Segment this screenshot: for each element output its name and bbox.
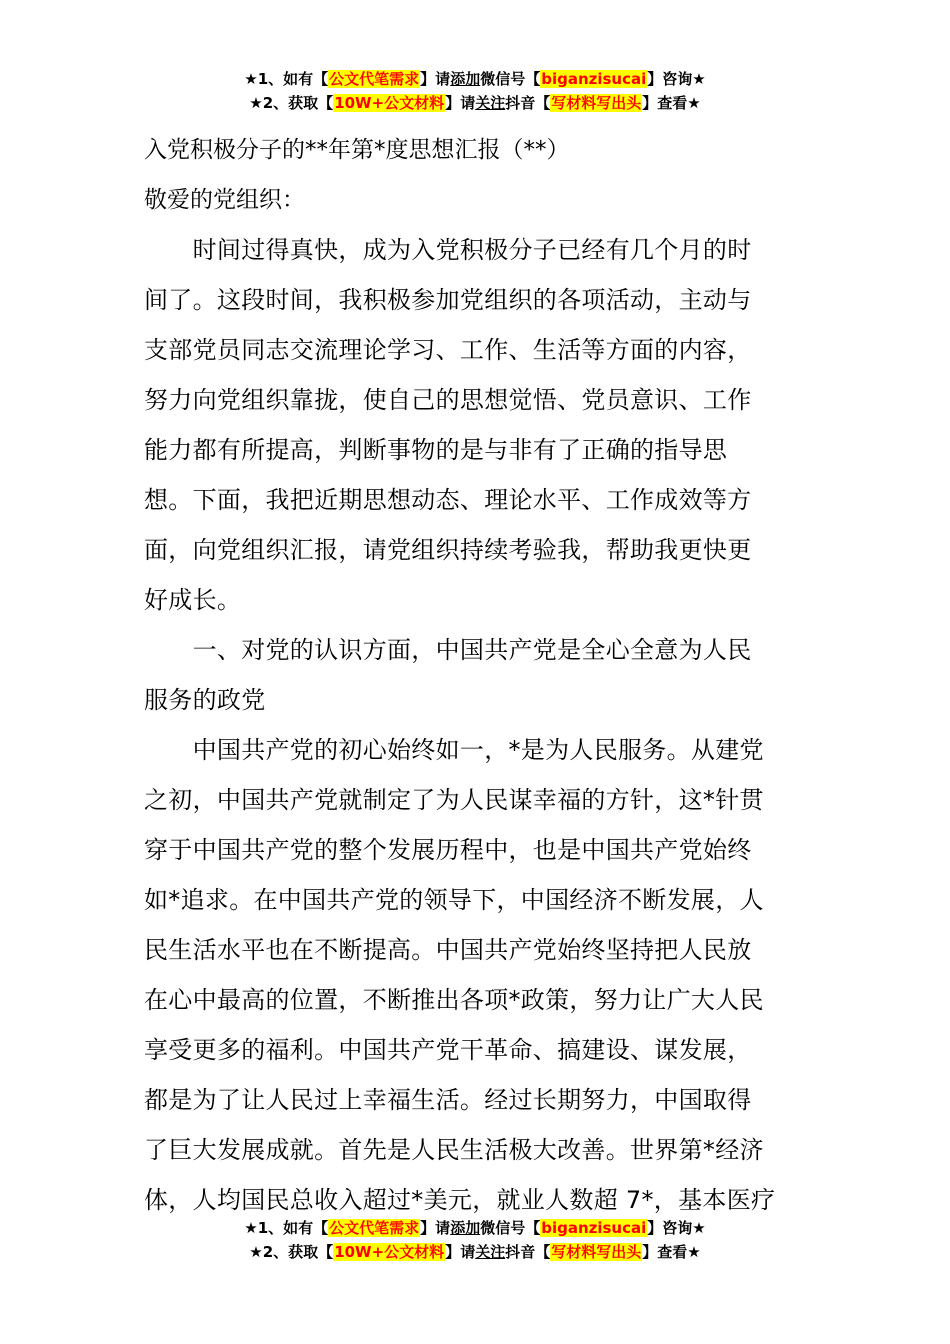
banner-text: 】查看★ xyxy=(642,94,701,112)
text-line: 都是为了让人民过上幸福生活。经过长期努力，中国取得 xyxy=(144,1086,752,1114)
banner-line-1 xyxy=(0,67,950,91)
underlined-text: 关注 xyxy=(475,94,506,112)
document-body xyxy=(144,125,810,1225)
banner-text: 】请 xyxy=(445,1243,476,1261)
highlight-text: 10W+公文材料 xyxy=(334,1243,445,1261)
banner-text: 】请 xyxy=(445,94,476,112)
underlined-text: 添加 xyxy=(450,70,481,88)
banner-text: ★1、如有【 xyxy=(244,70,329,88)
highlight-text: 10W+公文材料 xyxy=(334,94,445,112)
header-banner xyxy=(0,67,950,115)
banner-text: 抖音【 xyxy=(505,1243,551,1261)
douyin-highlight: 写材料写出头 xyxy=(551,1243,642,1261)
section-heading: 一、对党的认识方面，中国共产党是全心全意为人民 xyxy=(144,636,752,664)
banner-text: ★2、获取【 xyxy=(249,1243,334,1261)
section-heading: 服务的政党 xyxy=(144,686,266,714)
text-line: 努力向党组织靠拢，使自己的思想觉悟、党员意识、工作 xyxy=(144,386,752,414)
text-line: 在心中最高的位置，不断推出各项*政策，努力让广大人民 xyxy=(144,986,764,1014)
highlight-text: 公文代笔需求 xyxy=(329,70,420,88)
highlight-text: 公文代笔需求 xyxy=(329,1219,420,1237)
banner-text: 微信号【 xyxy=(480,1219,541,1237)
banner-text: 微信号【 xyxy=(480,70,541,88)
text-line: 体，人均国民总收入超过*美元，就业人数超 7*，基本医疗 xyxy=(144,1186,776,1214)
wechat-id-highlight: biganzisucai xyxy=(541,1219,647,1237)
douyin-highlight: 写材料写出头 xyxy=(551,94,642,112)
text-line: 好成长。 xyxy=(144,586,242,614)
banner-text: 】请 xyxy=(420,70,451,88)
banner-text: 】查看★ xyxy=(642,1243,701,1261)
banner-line-2 xyxy=(0,91,950,115)
footer-banner xyxy=(0,1216,950,1264)
banner-text: 抖音【 xyxy=(505,94,551,112)
text-line: 享受更多的福利。中国共产党干革命、搞建设、谋发展， xyxy=(144,1036,752,1064)
text-line: 穿于中国共产党的整个发展历程中，也是中国共产党始终 xyxy=(144,836,752,864)
banner-line-1 xyxy=(0,1216,950,1240)
banner-text: 】咨询★ xyxy=(647,1219,706,1237)
text-line: 想。下面，我把近期思想动态、理论水平、工作成效等方 xyxy=(144,486,752,514)
underlined-text: 关注 xyxy=(475,1243,506,1261)
salutation: 敬爱的党组织： xyxy=(144,187,305,213)
text-line: 支部党员同志交流理论学习、工作、生活等方面的内容， xyxy=(144,336,752,364)
text-line: 了巨大发展成就。首先是人民生活极大改善。世界第*经济 xyxy=(144,1136,764,1164)
text-line: 中国共产党的初心始终如一，*是为人民服务。从建党 xyxy=(144,736,764,764)
banner-text: 】咨询★ xyxy=(647,70,706,88)
text-line: 之初，中国共产党就制定了为人民谋幸福的方针，这*针贯 xyxy=(144,786,764,814)
text-line: 如*追求。在中国共产党的领导下，中国经济不断发展，人 xyxy=(144,886,764,914)
text-line: 间了。这段时间，我积极参加党组织的各项活动，主动与 xyxy=(144,286,752,314)
document-title: 入党积极分子的**年第*度思想汇报（**） xyxy=(144,137,570,163)
text-line: 能力都有所提高，判断事物的是与非有了正确的指导思 xyxy=(144,436,728,464)
wechat-id-highlight: biganzisucai xyxy=(541,70,647,88)
text-line: 时间过得真快，成为入党积极分子已经有几个月的时 xyxy=(144,236,752,264)
text-line: 民生活水平也在不断提高。中国共产党始终坚持把人民放 xyxy=(144,936,752,964)
banner-text: 】请 xyxy=(420,1219,451,1237)
banner-text: ★2、获取【 xyxy=(249,94,334,112)
banner-text: ★1、如有【 xyxy=(244,1219,329,1237)
underlined-text: 添加 xyxy=(450,1219,481,1237)
text-line: 面，向党组织汇报，请党组织持续考验我，帮助我更快更 xyxy=(144,536,752,564)
banner-line-2 xyxy=(0,1240,950,1264)
